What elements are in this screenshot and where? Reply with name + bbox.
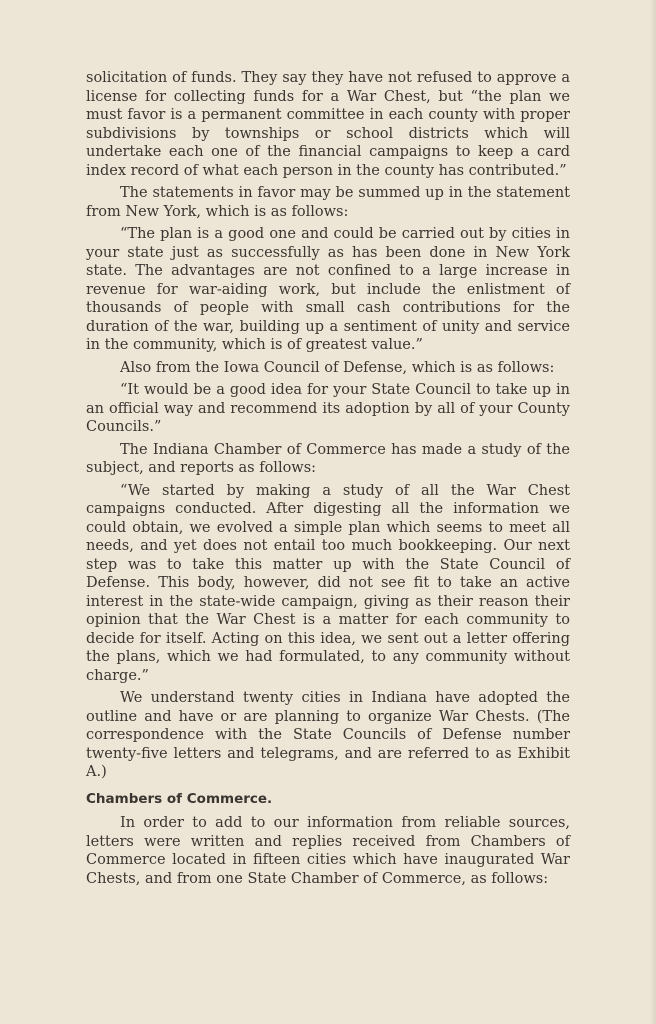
quote-iowa: “It would be a good idea for your State Council to take up in an official way and recommend its adoption by all of your County Councils.” [86, 382, 570, 435]
quote-indiana: “We started by making a study of all the War Chest campaigns conducted. After digesting all the information we could obtain, we evolved a simple plan which seems to meet all needs, and yet does not entail too much bookkeeping. Our next step was to take this matter up with the State Council of Defense. This body, however, did not see fit to take an active interest in the state-wide campaign, giving as their reason their opinion that the War Chest is a matter for each community to decide for itself. Acting on this idea, we sent out a letter offering the plans, which we had formulated, to any community without charge.” [86, 482, 570, 684]
paragraph-chambers: In order to add to our information from reliable sources, letters were written and replies received from Chambers of Commerce located in fifteen cities which have inaugurated War Chests, and from one State Chamber of Commerce, as follows: [86, 815, 570, 887]
paragraph-continuation: solicitation of funds. They say they have not refused to approve a license for collecting funds for a War Chest, but “the plan we must favor is a permanent committee in each county with proper subdivisions by townships or school districts which will undertake each one of the financial campaigns to keep a card index record of what each person in the county has contributed.” [86, 70, 570, 179]
body-text [86, 69, 570, 892]
paragraph-indiana-cities: We understand twenty cities in Indiana have adopted the outline and have or are planning to organize War Chests. (The correspondence with the State Councils of Defense number twenty-five letters and telegrams, and are referred to as Exhibit A.) [86, 690, 570, 780]
quote-new-york: “The plan is a good one and could be carried out by cities in your state just as successfully as has been done in New York state. The advantages are not confined to a large increase in revenue for war-aiding work, but include the enlistment of thousands of people with small cash contributions for the duration of the war, building up a sentiment of unity and service in the community, which is of greatest value.” [86, 226, 570, 353]
paragraph-iowa-intro: Also from the Iowa Council of Defense, which is as follows: [120, 359, 555, 376]
section-heading: Chambers of Commerce. [86, 790, 273, 807]
paragraph-new-york-intro: The statements in favor may be summed up in the statement from New York, which is as follows: [86, 185, 570, 220]
paragraph-indiana-intro: The Indiana Chamber of Commerce has made a study of the subject, and reports as follows: [86, 441, 570, 476]
page-edge-shadow [650, 0, 656, 1024]
